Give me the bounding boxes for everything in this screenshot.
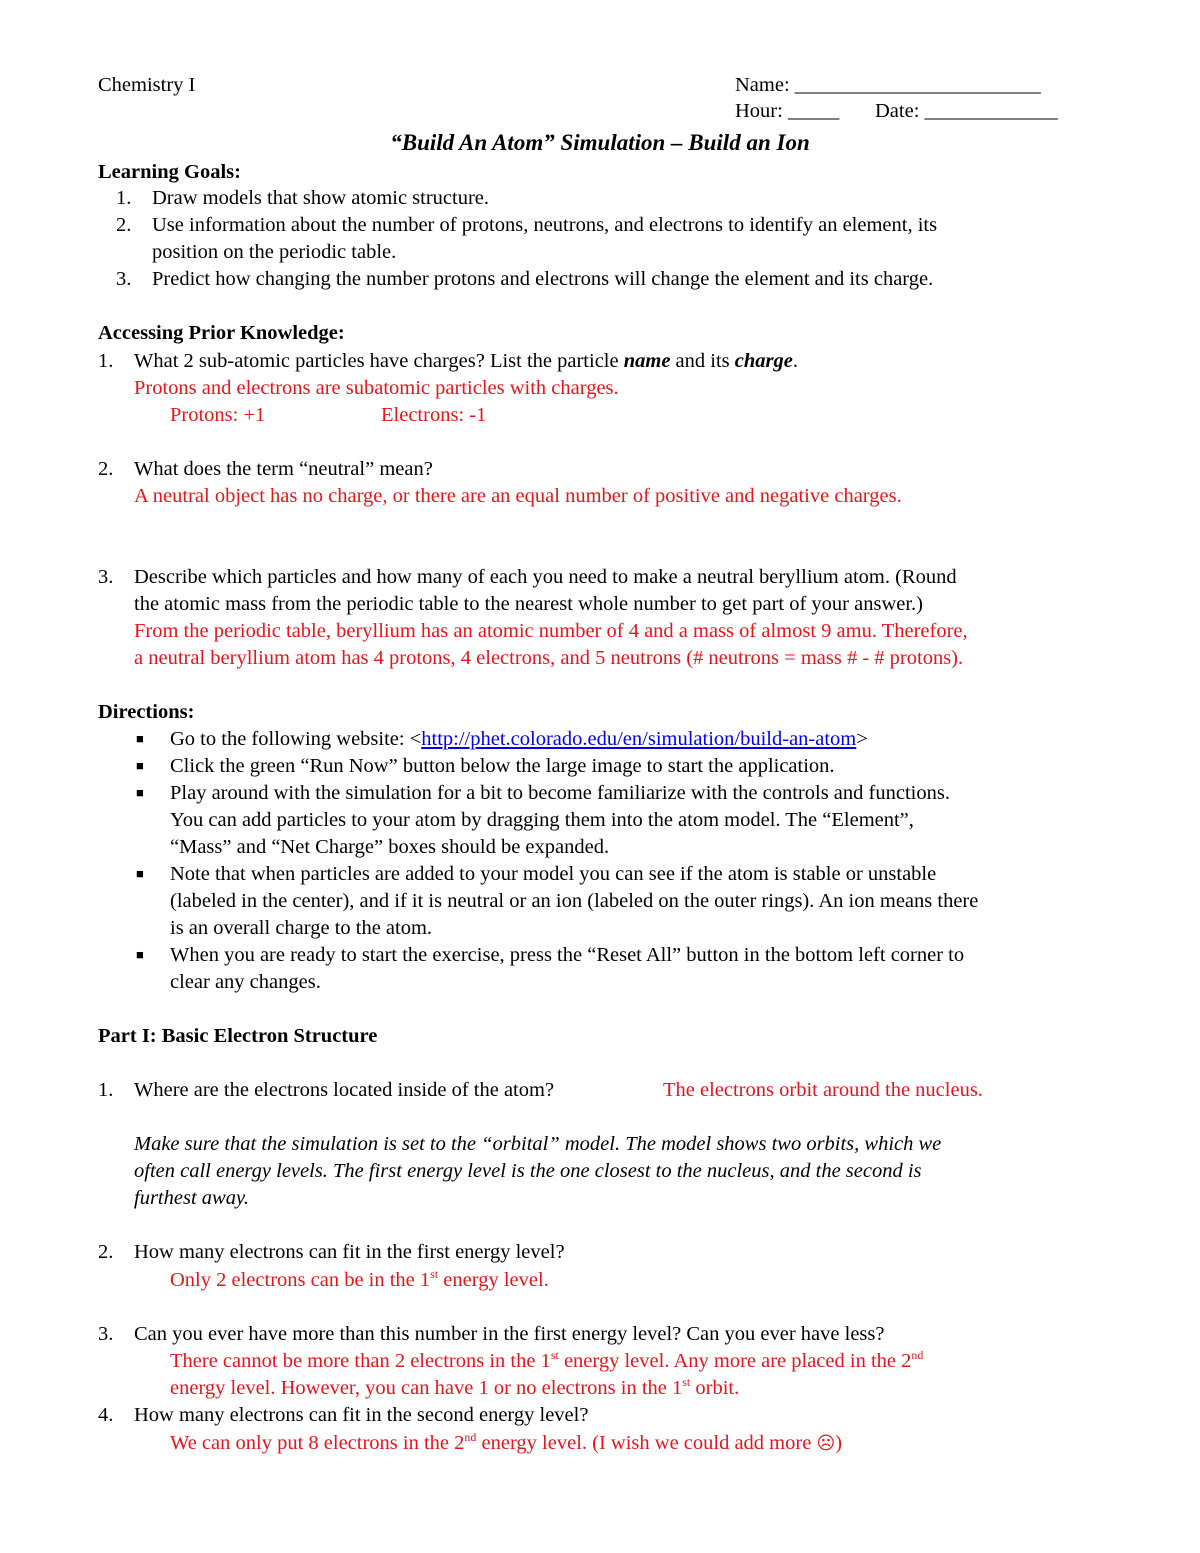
course-name: Chemistry I bbox=[98, 74, 196, 96]
answer-text: A neutral object has no charge, or there are an equal number of positive and negative charges. bbox=[134, 485, 902, 507]
direction-item: When you are ready to start the exercise, press the “Reset All” button in the bottom left corner to bbox=[170, 944, 965, 966]
question-text: Describe which particles and how many of each you need to make a neutral beryllium atom. (Round bbox=[134, 566, 957, 588]
prior-knowledge-heading: Accessing Prior Knowledge: bbox=[98, 322, 345, 344]
question-text: Where are the electrons located inside of the atom? bbox=[134, 1079, 555, 1101]
question-text: How many electrons can fit in the second energy level? bbox=[134, 1404, 589, 1426]
directions-heading: Directions: bbox=[98, 701, 195, 723]
answer-text: Only 2 electrons can be in the 1st energy level. bbox=[170, 1267, 549, 1291]
direction-item: Play around with the simulation for a bit to become familiarize with the controls and functions. bbox=[170, 782, 950, 804]
question-number: 2. bbox=[98, 458, 114, 480]
question-number: 1. bbox=[98, 350, 114, 372]
goal-item-continued: position on the periodic table. bbox=[152, 241, 397, 263]
part1-heading: Part I: Basic Electron Structure bbox=[98, 1025, 378, 1047]
direction-item-continued: You can add particles to your atom by dragging them into the atom model. The “Element”, bbox=[170, 809, 914, 831]
learning-goals-heading: Learning Goals: bbox=[98, 161, 241, 183]
bullet-icon: ■ bbox=[136, 866, 144, 881]
goal-item: Predict how changing the number protons and electrons will change the element and its charge. bbox=[152, 268, 934, 290]
direction-item-continued: “Mass” and “Net Charge” boxes should be expanded. bbox=[170, 836, 610, 858]
answer-electrons: Electrons: -1 bbox=[381, 404, 487, 426]
direction-item-continued: (labeled in the center), and if it is neutral or an ion (labeled on the outer rings). An ion means there bbox=[170, 890, 979, 912]
question-text: How many electrons can fit in the first energy level? bbox=[134, 1241, 565, 1263]
question-text: What 2 sub-atomic particles have charges? List the particle name and its charge. bbox=[134, 350, 798, 372]
answer-protons: Protons: +1 bbox=[170, 404, 266, 426]
goal-number: 2. bbox=[116, 214, 132, 236]
answer-text: There cannot be more than 2 electrons in the 1st energy level. Any more are placed in the 2nd bbox=[170, 1348, 924, 1372]
answer-text-continued: energy level. However, you can have 1 or no electrons in the 1st orbit. bbox=[170, 1375, 740, 1399]
question-number: 3. bbox=[98, 566, 114, 588]
question-number: 3. bbox=[98, 1323, 114, 1345]
answer-text: The electrons orbit around the nucleus. bbox=[663, 1079, 983, 1101]
bullet-icon: ■ bbox=[136, 947, 144, 962]
hour-field: Hour: _____ bbox=[735, 100, 840, 122]
instruction-note: furthest away. bbox=[134, 1187, 250, 1209]
question-number: 1. bbox=[98, 1079, 114, 1101]
direction-item: Go to the following website: <http://phet.colorado.edu/en/simulation/build-an-atom> bbox=[170, 728, 868, 750]
question-number: 2. bbox=[98, 1241, 114, 1263]
bullet-icon: ■ bbox=[136, 731, 144, 746]
question-number: 4. bbox=[98, 1404, 114, 1426]
goal-item: Draw models that show atomic structure. bbox=[152, 187, 490, 209]
sad-face-icon: ☹ bbox=[816, 1433, 836, 1454]
direction-item-continued: is an overall charge to the atom. bbox=[170, 917, 433, 939]
answer-text: We can only put 8 electrons in the 2nd energy level. (I wish we could add more ☹) bbox=[170, 1430, 843, 1454]
name-field: Name: ________________________ bbox=[735, 74, 1041, 96]
direction-item: Note that when particles are added to your model you can see if the atom is stable or unstable bbox=[170, 863, 937, 885]
answer-text: From the periodic table, beryllium has an atomic number of 4 and a mass of almost 9 amu. Therefore, bbox=[134, 620, 968, 642]
answer-text-continued: a neutral beryllium atom has 4 protons, 4 electrons, and 5 neutrons (# neutrons = mass # - # protons). bbox=[134, 647, 964, 669]
direction-item-continued: clear any changes. bbox=[170, 971, 321, 993]
bullet-icon: ■ bbox=[136, 758, 144, 773]
goal-number: 1. bbox=[116, 187, 132, 209]
instruction-note: Make sure that the simulation is set to the “orbital” model. The model shows two orbits, which we bbox=[134, 1133, 942, 1155]
instruction-note: often call energy levels. The first energy level is the one closest to the nucleus, and the second is bbox=[134, 1160, 922, 1182]
goal-number: 3. bbox=[116, 268, 132, 290]
question-text: What does the term “neutral” mean? bbox=[134, 458, 433, 480]
page-title: “Build An Atom” Simulation – Build an Ion bbox=[390, 130, 810, 155]
question-text: Can you ever have more than this number in the first energy level? Can you ever have less? bbox=[134, 1323, 885, 1345]
question-text-continued: the atomic mass from the periodic table to the nearest whole number to get part of your answer.) bbox=[134, 593, 923, 615]
simulation-link[interactable]: http://phet.colorado.edu/en/simulation/build-an-atom bbox=[421, 728, 857, 750]
date-field: Date: _____________ bbox=[875, 100, 1058, 122]
direction-item: Click the green “Run Now” button below the large image to start the application. bbox=[170, 755, 835, 777]
goal-item: Use information about the number of protons, neutrons, and electrons to identify an element, its bbox=[152, 214, 938, 236]
bullet-icon: ■ bbox=[136, 785, 144, 800]
answer-text: Protons and electrons are subatomic particles with charges. bbox=[134, 377, 619, 399]
